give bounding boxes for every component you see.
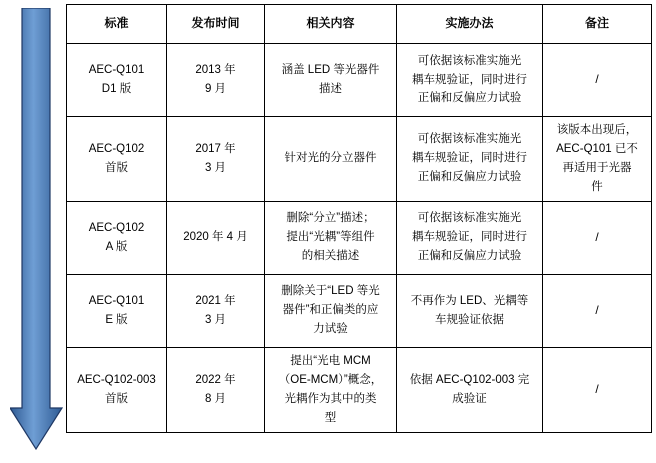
table-header-row <box>67 5 652 44</box>
column-header-standard: 标准 <box>67 5 167 44</box>
table-row <box>67 44 652 117</box>
cell-related-content: 提出“光电 MCM （OE-MCM）”概念， 光耦作为其中的类 型 <box>265 347 397 432</box>
cell-related-content: 涵盖 LED 等光器件 描述 <box>265 44 397 117</box>
standards-table <box>66 4 652 433</box>
cell-release-date: 2013 年 9 月 <box>167 44 265 117</box>
table-row <box>67 201 652 274</box>
cell-implementation: 依据 AEC-Q102-003 完 成验证 <box>397 347 543 432</box>
cell-standard: AEC-Q101 D1 版 <box>67 44 167 117</box>
table-row <box>67 347 652 432</box>
cell-release-date: 2021 年 3 月 <box>167 274 265 347</box>
cell-standard: AEC-Q102 A 版 <box>67 201 167 274</box>
table-row <box>67 117 652 202</box>
cell-remark: / <box>543 201 652 274</box>
column-header-remark: 备注 <box>543 5 652 44</box>
cell-implementation: 不再作为 LED、光耦等 车规验证依据 <box>397 274 543 347</box>
cell-standard: AEC-Q101 E 版 <box>67 274 167 347</box>
cell-implementation: 可依据该标准实施光 耦车规验证，同时进行 正偏和反偏应力试验 <box>397 201 543 274</box>
downward-arrow <box>10 8 66 453</box>
cell-remark: 该版本出现后， AEC-Q101 已不 再适用于光器 件 <box>543 117 652 202</box>
cell-remark: / <box>543 274 652 347</box>
cell-release-date: 2020 年 4 月 <box>167 201 265 274</box>
cell-standard: AEC-Q102 首版 <box>67 117 167 202</box>
cell-release-date: 2022 年 8 月 <box>167 347 265 432</box>
cell-implementation: 可依据该标准实施光 耦车规验证，同时进行 正偏和反偏应力试验 <box>397 117 543 202</box>
cell-release-date: 2017 年 3 月 <box>167 117 265 202</box>
cell-related-content: 针对光的分立器件 <box>265 117 397 202</box>
cell-remark: / <box>543 44 652 117</box>
cell-related-content: 删除关于“LED 等光 器件”和正偏类的应 力试验 <box>265 274 397 347</box>
cell-related-content: 删除“分立”描述； 提出“光耦”等组件 的相关描述 <box>265 201 397 274</box>
column-header-release-date: 发布时间 <box>167 5 265 44</box>
cell-standard: AEC-Q102-003 首版 <box>67 347 167 432</box>
standards-table-wrapper <box>66 4 651 433</box>
cell-implementation: 可依据该标准实施光 耦车规验证，同时进行 正偏和反偏应力试验 <box>397 44 543 117</box>
column-header-implementation: 实施办法 <box>397 5 543 44</box>
cell-remark: / <box>543 347 652 432</box>
table-row <box>67 274 652 347</box>
column-header-related-content: 相关内容 <box>265 5 397 44</box>
